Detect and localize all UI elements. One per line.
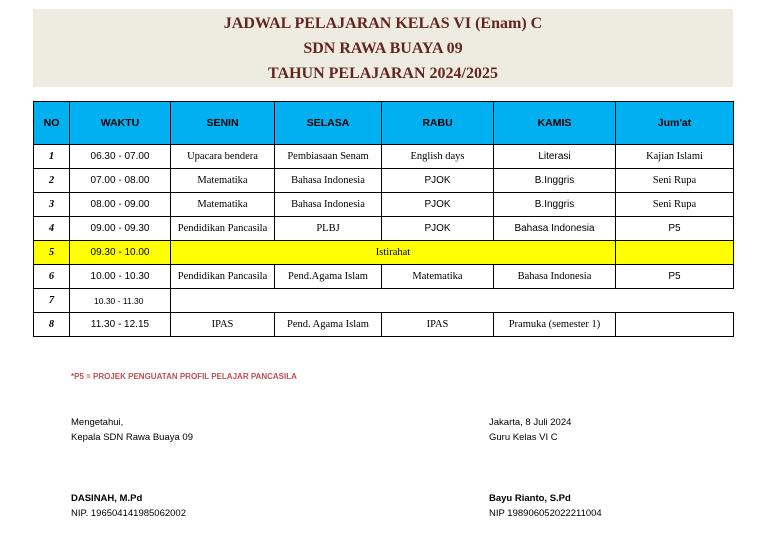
cell-jumat [616,241,734,265]
cell-kamis: Bahasa Indonesia [494,217,616,241]
table-row [34,145,734,169]
cell-selasa: PLBJ [275,217,382,241]
table-row [34,217,734,241]
table-row [34,289,734,313]
cell-kamis: Bahasa Indonesia [494,265,616,289]
row-number: 4 [34,217,70,241]
cell-senin: Pendidikan Pancasila [171,217,275,241]
schedule-title-banner [33,9,733,87]
principal-nip: NIP. 196504141985062002 [71,508,186,519]
title-line-2: SDN RAWA BUAYA 09 [303,40,463,57]
acknowledgement-label: Mengetahui, [71,417,124,428]
cell-selasa: Bahasa Indonesia [275,193,382,217]
empty-row-cells [171,289,734,313]
table-row [34,169,734,193]
row-number: 2 [34,169,70,193]
cell-jumat: P5 [616,265,734,289]
teacher-name: Bayu Rianto, S.Pd [489,493,571,504]
row-number: 7 [34,289,70,313]
col-header-kamis: KAMIS [494,102,616,145]
schedule-table [33,101,734,337]
cell-rabu: IPAS [382,313,494,337]
cell-rabu: PJOK [382,217,494,241]
cell-jumat: Seni Rupa [616,169,734,193]
cell-kamis: B.Inggris [494,169,616,193]
p5-footnote: *P5 = PROJEK PENGUATAN PROFIL PELAJAR PANCASILA [71,372,297,381]
table-header-row [34,102,734,145]
col-header-senin: SENIN [171,102,275,145]
place-date: Jakarta, 8 Juli 2024 [489,417,572,428]
row-time: 07.00 - 08.00 [70,169,171,193]
cell-jumat: Kajian Islami [616,145,734,169]
row-time: 09.30 - 10.00 [70,241,171,265]
cell-kamis: Literasi [494,145,616,169]
cell-selasa: Pend.Agama Islam [275,265,382,289]
break-cell: Istirahat [171,241,616,265]
left-signature-block [71,415,193,521]
right-signature-block [489,415,602,521]
cell-selasa: Bahasa Indonesia [275,169,382,193]
cell-selasa: Pembiasaan Senam [275,145,382,169]
cell-senin: IPAS [171,313,275,337]
col-header-no: NO [34,102,70,145]
cell-senin: Matematika [171,193,275,217]
cell-rabu: PJOK [382,169,494,193]
cell-jumat [616,313,734,337]
row-number: 5 [34,241,70,265]
title-line-3: TAHUN PELAJARAN 2024/2025 [268,65,498,82]
row-time: 08.00 - 09.00 [70,193,171,217]
cell-kamis: B.Inggris [494,193,616,217]
row-time: 10.30 - 11.30 [70,289,171,313]
cell-selasa: Pend. Agama Islam [275,313,382,337]
principal-role: Kepala SDN Rawa Buaya 09 [71,432,193,443]
row-time: 11.30 - 12.15 [70,313,171,337]
teacher-role: Guru Kelas VI C [489,432,558,443]
row-number: 6 [34,265,70,289]
col-header-waktu: WAKTU [70,102,171,145]
cell-senin: Upacara bendera [171,145,275,169]
cell-kamis: Pramuka (semester 1) [494,313,616,337]
row-time: 09.00 - 09.30 [70,217,171,241]
cell-senin: Pendidikan Pancasila [171,265,275,289]
cell-rabu: PJOK [382,193,494,217]
teacher-nip: NIP 198906052022211004 [489,508,602,519]
cell-rabu: Matematika [382,265,494,289]
row-time: 06.30 - 07.00 [70,145,171,169]
table-row-break [34,241,734,265]
table-row [34,265,734,289]
cell-rabu: English days [382,145,494,169]
cell-senin: Matematika [171,169,275,193]
principal-name: DASINAH, M.Pd [71,493,143,504]
cell-jumat: P5 [616,217,734,241]
table-row [34,193,734,217]
row-time: 10.00 - 10.30 [70,265,171,289]
row-number: 1 [34,145,70,169]
row-number: 8 [34,313,70,337]
col-header-jumat: Jum'at [616,102,734,145]
col-header-selasa: SELASA [275,102,382,145]
row-number: 3 [34,193,70,217]
col-header-rabu: RABU [382,102,494,145]
title-line-1: JADWAL PELAJARAN KELAS VI (Enam) C [223,15,543,32]
cell-jumat: Seni Rupa [616,193,734,217]
table-row [34,313,734,337]
